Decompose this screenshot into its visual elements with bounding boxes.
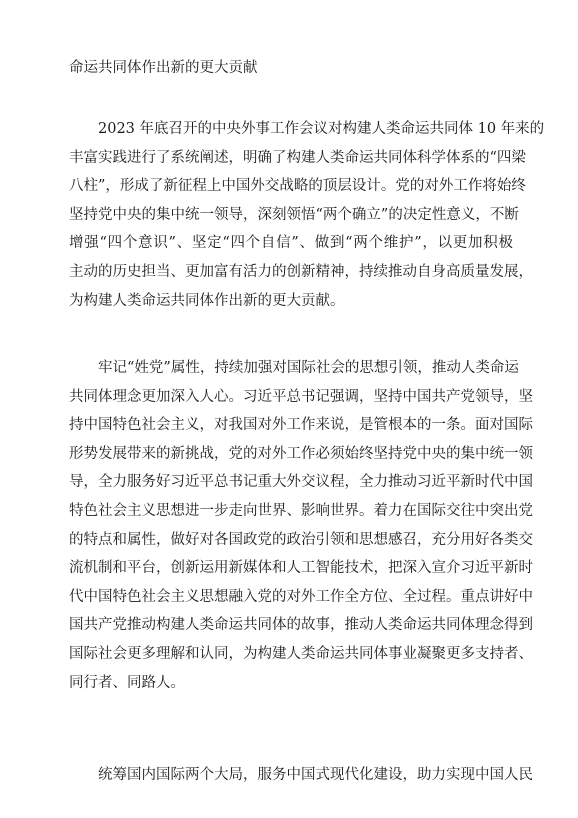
paragraph-line: 持中国特色社会主义，对我国对外工作来说，是管根本的一条。面对国际 — [69, 417, 533, 434]
paragraph-line: 代中国特色社会主义思想融入党的对外工作全方位、全过程。重点讲好中 — [69, 588, 533, 605]
paragraph-line: 导，全力服务好习近平总书记重大外交议程，全力推动习近平新时代中国 — [69, 474, 533, 491]
paragraph-line: 流机制和平台，创新运用新媒体和人工智能技术，把深入宣介习近平新时 — [69, 560, 533, 577]
paragraph-line: 丰富实践进行了系统阐述，明确了构建人类命运共同体科学体系的“四梁 — [69, 149, 526, 166]
paragraph-line: 增强“四个意识”、坚定“四个自信”、做到“两个维护”，以更加积极 — [69, 235, 513, 252]
paragraph-3 — [69, 761, 533, 790]
paragraph-line: 国际社会更多理解和认同，为构建人类命运共同体事业凝聚更多支持者、 — [69, 645, 533, 662]
paragraph-line: 形势发展带来的新挑战，党的对外工作必须始终坚持党中央的集中统一领 — [69, 445, 533, 462]
paragraph-line: 统筹国内国际两个大局，服务中国式现代化建设，助力实现中国人民 — [98, 767, 533, 783]
paragraph-2 — [69, 354, 533, 697]
paragraph-line: 牢记“姓党”属性，持续加强对国际社会的思想引领，推动人类命运 — [98, 360, 519, 376]
paragraph-line: 八柱”，形成了新征程上中国外交战略的顶层设计。党的对外工作将始终 — [69, 178, 526, 195]
paragraph-line: 共同体理念更加深入人心。习近平总书记强调，坚持中国共产党领导，坚 — [69, 388, 533, 405]
paragraph-line: 特色社会主义思想进一步走向世界、影响世界。着力在国际交往中突出党 — [69, 502, 533, 519]
paragraph-line: 坚持党中央的集中统一领导，深刻领悟“两个确立”的决定性意义，不断 — [69, 206, 519, 223]
paragraph-line: 主动的历史担当、更加富有活力的创新精神，持续推动自身高质量发展， — [69, 263, 533, 280]
paragraph-line: 为构建人类命运共同体作出新的更大贡献。 — [69, 292, 345, 309]
paragraph-line: 的特点和属性，做好对各国政党的政治引领和思想感召，充分用好各类交 — [69, 531, 533, 548]
paragraph-1 — [69, 115, 545, 315]
paragraph-line: 2023 年底召开的中央外事工作会议对构建人类命运共同体 10 年来的 — [98, 121, 545, 137]
paragraph-line: 同行者、同路人。 — [69, 674, 185, 691]
section-heading: 命运共同体作出新的更大贡献 — [69, 60, 258, 76]
paragraph-line: 国共产党推动构建人类命运共同体的故事，推动人类命运共同体理念得到 — [69, 617, 533, 634]
